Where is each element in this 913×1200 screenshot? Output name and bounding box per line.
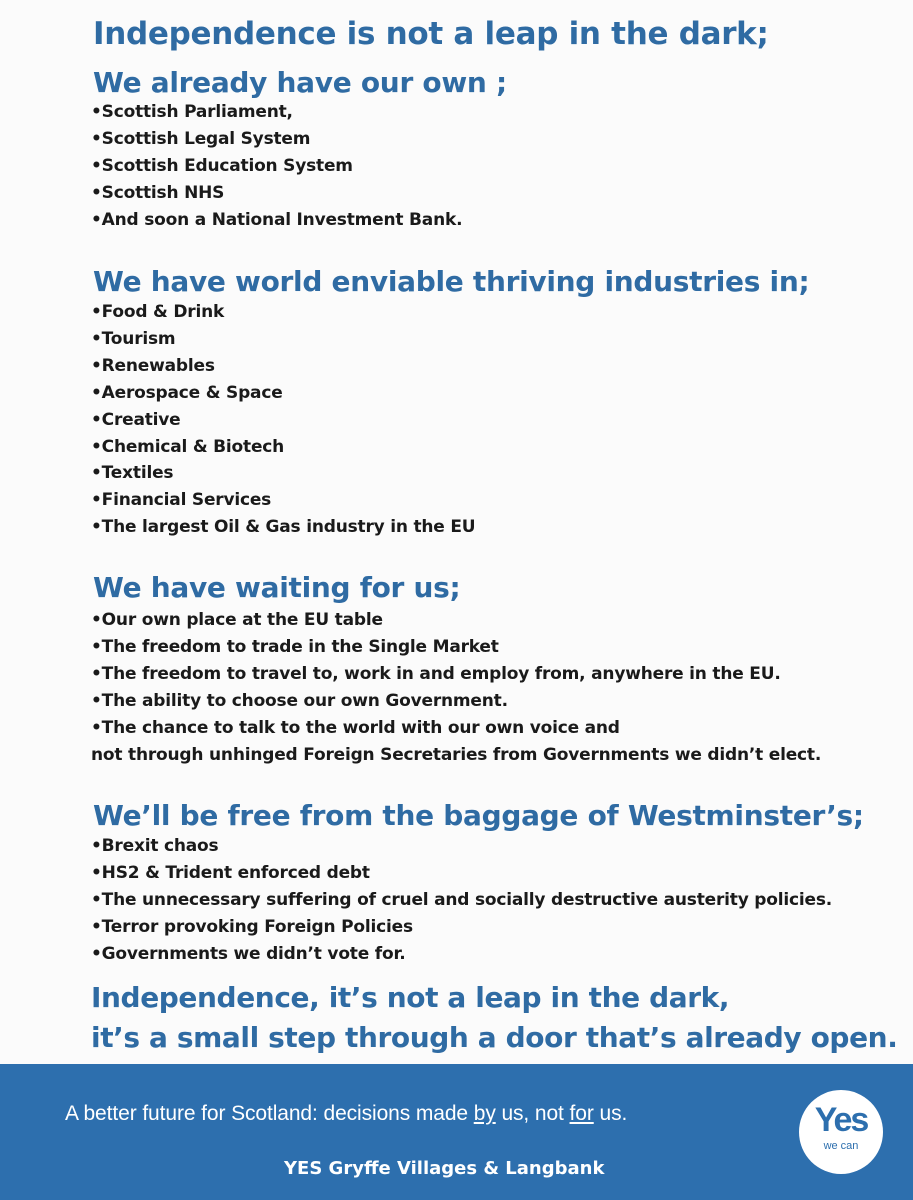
list-item: • Creative bbox=[91, 407, 475, 434]
list-item: • The chance to talk to the world with our own voice and bbox=[91, 715, 821, 742]
list-item: • Scottish Education System bbox=[91, 153, 462, 180]
industries-list bbox=[91, 299, 475, 541]
list-item: • The unnecessary suffering of cruel and socially destructive austerity policies. bbox=[91, 887, 832, 914]
list-item: • The freedom to travel to, work in and employ from, anywhere in the EU. bbox=[91, 661, 821, 688]
list-item: • Brexit chaos bbox=[91, 833, 832, 860]
yes-logo bbox=[799, 1090, 883, 1174]
waiting-list bbox=[91, 607, 821, 768]
section-heading-westminster: We’ll be free from the baggage of Westminster’s; bbox=[93, 799, 864, 832]
list-item-continuation: not through unhinged Foreign Secretaries from Governments we didn’t elect. bbox=[91, 744, 822, 765]
list-item: • Food & Drink bbox=[91, 299, 475, 326]
list-item: • Scottish NHS bbox=[91, 180, 462, 207]
closing-statement bbox=[91, 978, 897, 1058]
list-item: • The freedom to trade in the Single Market bbox=[91, 634, 821, 661]
footer-banner bbox=[0, 1064, 913, 1200]
slogan-text: us, not bbox=[495, 1102, 570, 1125]
section-heading-institutions: We already have our own ; bbox=[93, 66, 507, 99]
list-item: • Scottish Legal System bbox=[91, 126, 462, 153]
slogan-text: us. bbox=[593, 1102, 628, 1125]
list-item: • And soon a National Investment Bank. bbox=[91, 207, 462, 234]
list-item: • Aerospace & Space bbox=[91, 380, 475, 407]
list-item: • Terror provoking Foreign Policies bbox=[91, 914, 832, 941]
list-item: • Chemical & Biotech bbox=[91, 434, 475, 461]
institutions-list bbox=[91, 99, 462, 234]
slogan-emphasis-by: by bbox=[473, 1102, 496, 1125]
list-item: • The largest Oil & Gas industry in the EU bbox=[91, 514, 475, 541]
closing-line-2: it’s a small step through a door that’s already open. bbox=[91, 1021, 898, 1054]
section-heading-industries: We have world enviable thriving industries in; bbox=[93, 265, 810, 298]
list-item: • Textiles bbox=[91, 460, 475, 487]
closing-line-1: Independence, it’s not a leap in the dark, bbox=[91, 981, 730, 1014]
list-item: • Scottish Parliament, bbox=[91, 99, 462, 126]
list-item: • HS2 & Trident enforced debt bbox=[91, 860, 832, 887]
organization-name: YES Gryffe Villages & Langbank bbox=[284, 1158, 605, 1179]
list-item: • The ability to choose our own Government. bbox=[91, 688, 821, 715]
list-item: • Financial Services bbox=[91, 487, 475, 514]
section-heading-waiting: We have waiting for us; bbox=[93, 571, 461, 604]
slogan-emphasis-for: for bbox=[569, 1102, 594, 1125]
list-item: • Our own place at the EU table bbox=[91, 607, 821, 634]
page-title: Independence is not a leap in the dark; bbox=[93, 16, 769, 52]
list-item: • Renewables bbox=[91, 353, 475, 380]
logo-wordmark: Yes bbox=[814, 1101, 868, 1139]
list-item: • Governments we didn’t vote for. bbox=[91, 941, 832, 968]
footer-slogan bbox=[65, 1102, 627, 1126]
slogan-text: A better future for Scotland: decisions made bbox=[65, 1102, 474, 1125]
list-item: • Tourism bbox=[91, 326, 475, 353]
westminster-list bbox=[91, 833, 832, 968]
logo-tagline: we can bbox=[823, 1140, 859, 1152]
